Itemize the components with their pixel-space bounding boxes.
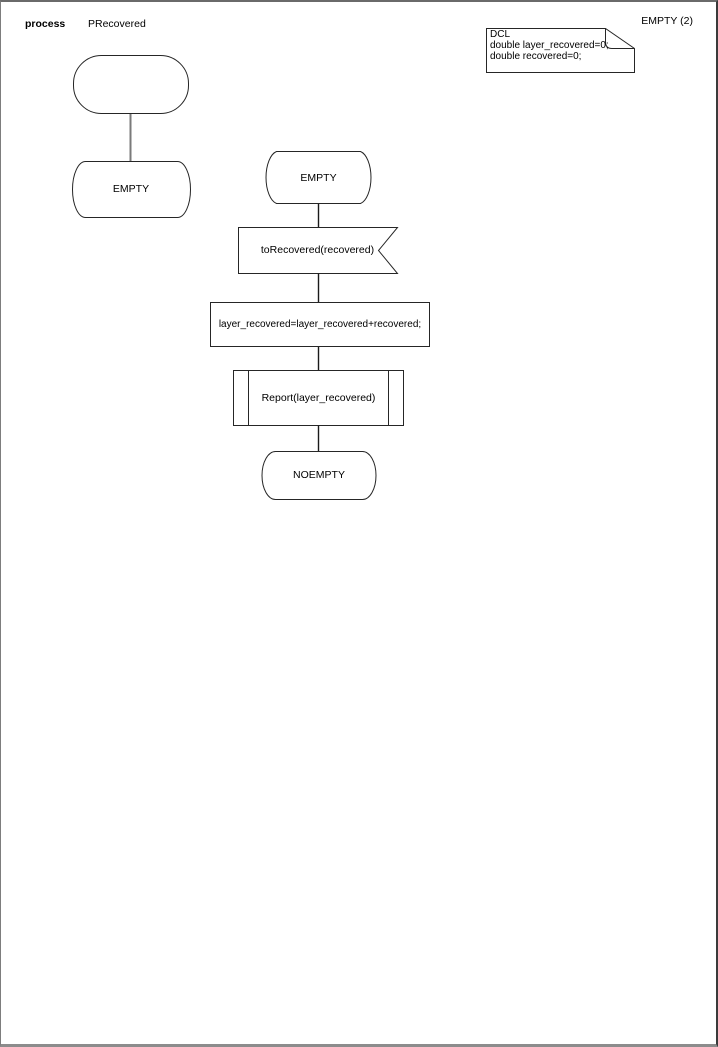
- start-state-symbol[interactable]: [74, 56, 189, 114]
- state-label-noempty: NOEMPTY: [293, 469, 345, 481]
- diagram-name-label: PRecovered: [88, 18, 146, 30]
- input-signal-symbol[interactable]: [239, 228, 398, 274]
- state-label-empty: EMPTY: [300, 171, 337, 184]
- state-label-empty-left: EMPTY: [112, 183, 150, 195]
- declaration-line: DCL: [490, 29, 511, 40]
- state-symbol-empty[interactable]: [266, 152, 371, 204]
- input-signal-label: toRecovered(recovered): [260, 244, 375, 256]
- task-label: layer_recovered=layer_recovered+recovered;: [218, 318, 422, 330]
- task-symbol[interactable]: [211, 303, 430, 347]
- sdl-diagram-canvas: [1, 2, 718, 1047]
- diagram-kind-label: process: [25, 18, 66, 30]
- declaration-text: [490, 29, 609, 62]
- page-number-label: EMPTY (2): [641, 15, 693, 27]
- state-symbol-empty-left[interactable]: [73, 162, 191, 218]
- procedure-call-symbol[interactable]: [234, 371, 404, 426]
- state-symbol-noempty[interactable]: [262, 452, 376, 500]
- declaration-line: double recovered=0;: [490, 51, 582, 62]
- declaration-line: double layer_recovered=0;: [490, 40, 609, 51]
- procedure-call-label: Report(layer_recovered): [261, 391, 376, 404]
